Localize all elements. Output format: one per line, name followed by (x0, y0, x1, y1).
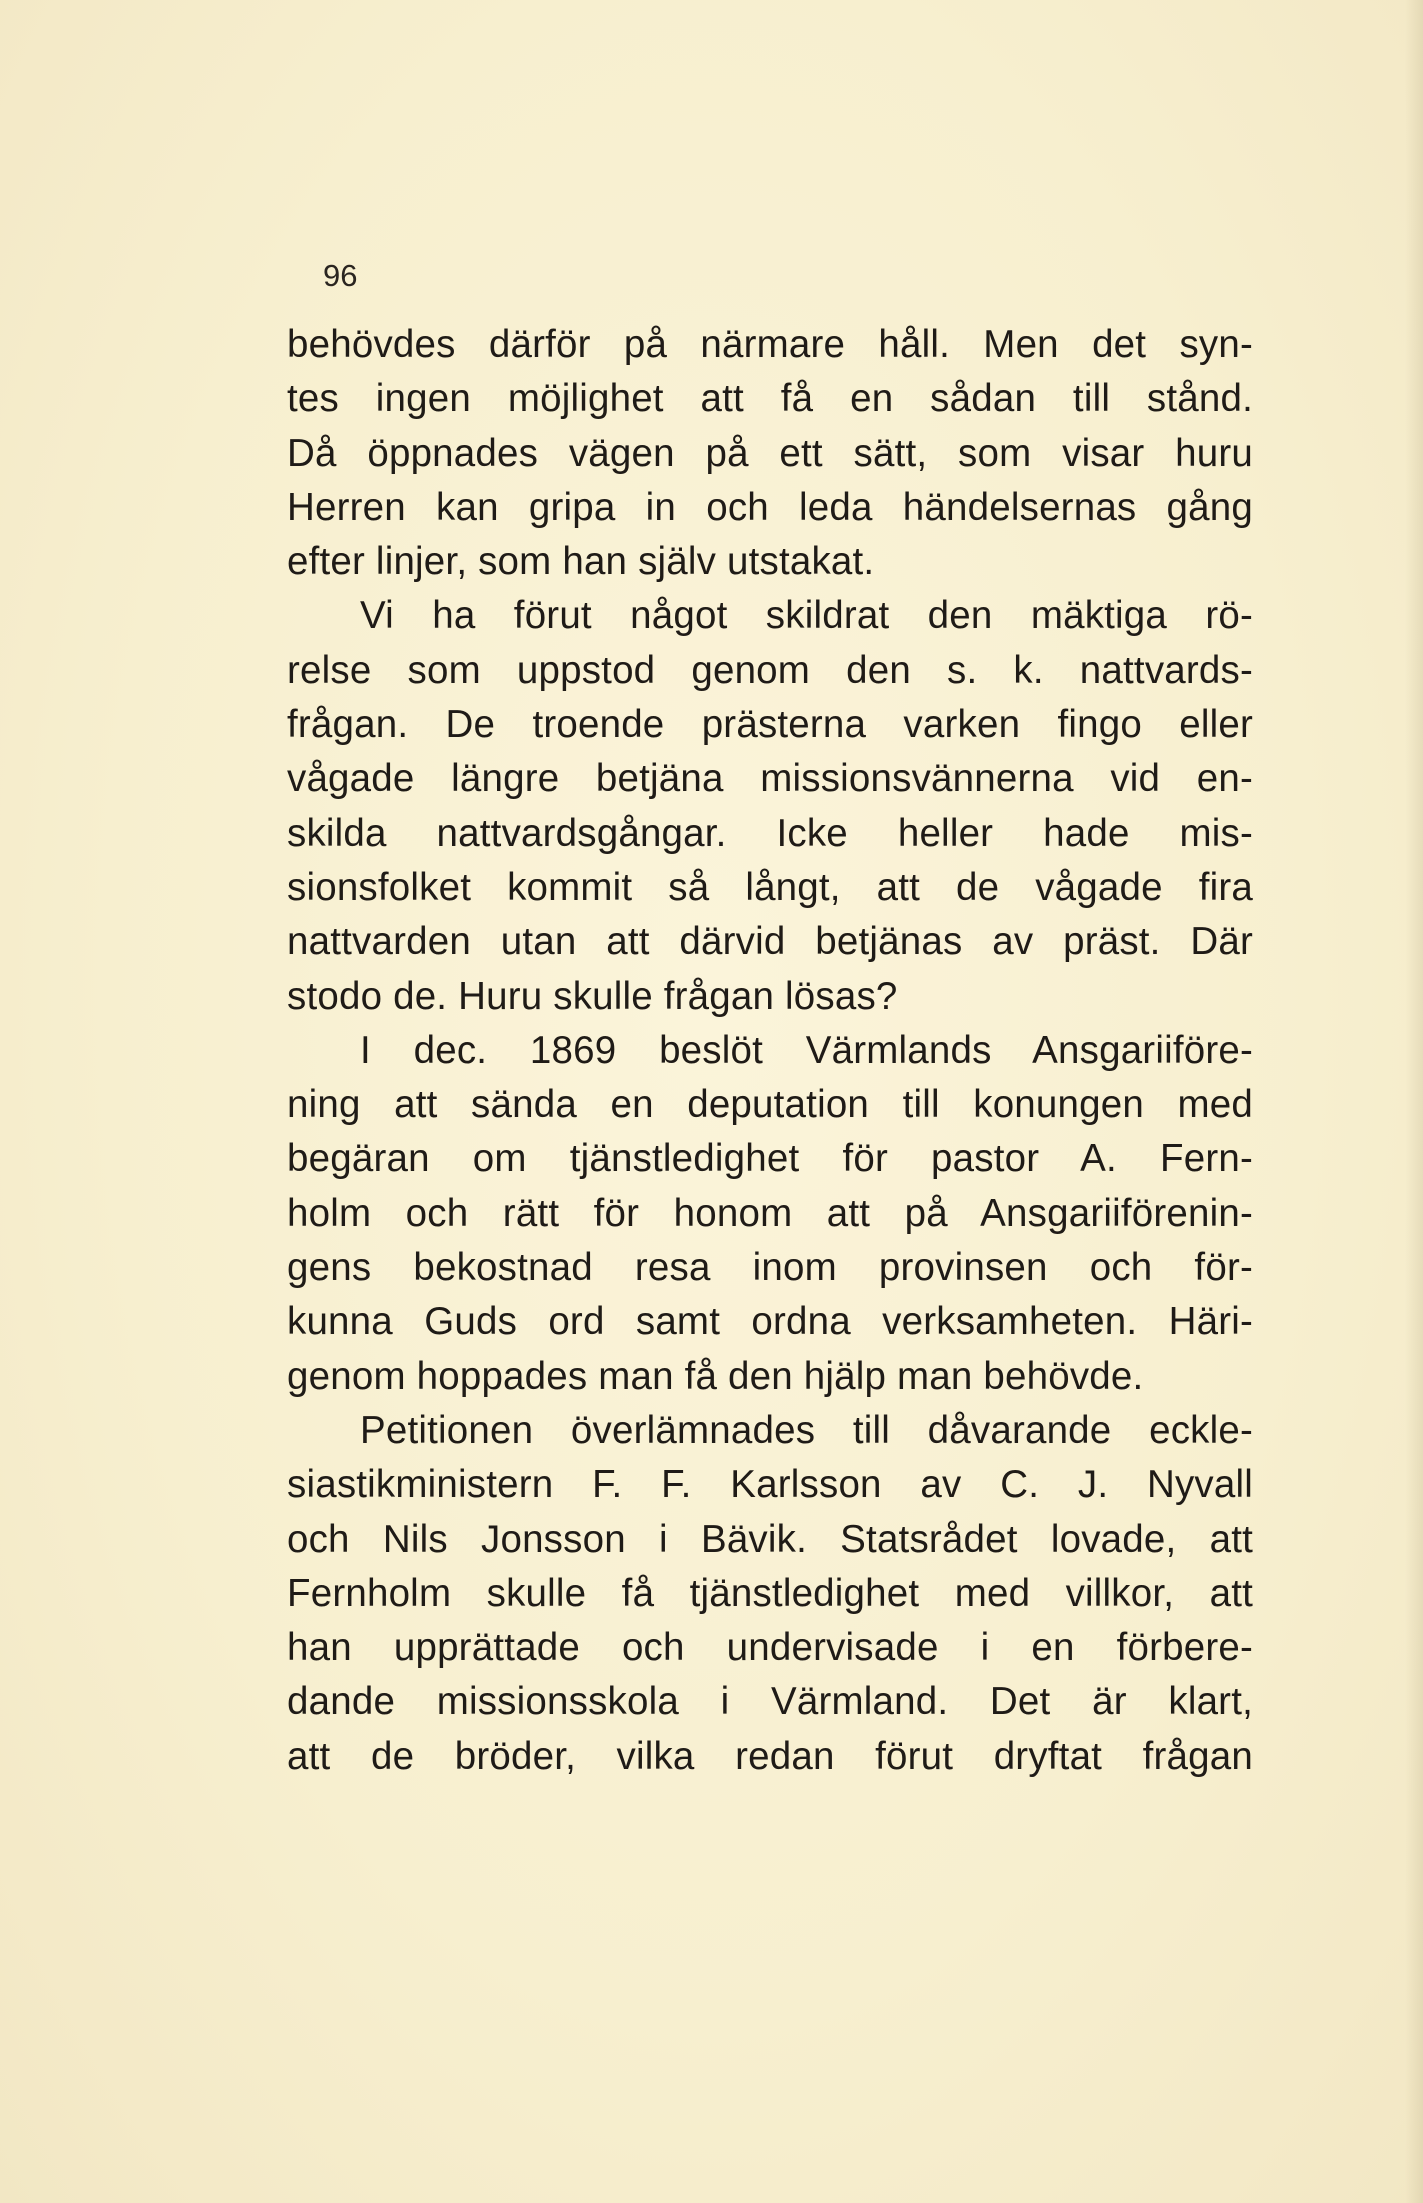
text-line: Petitionen överlämnades till dåvarande eckle- (360, 1408, 1253, 1452)
text-line: han upprättade och undervisade i en förbere- (287, 1626, 1253, 1670)
text-line: att de bröder, vilka redan förut dryftat frågan (287, 1734, 1253, 1778)
text-line: Vi ha förut något skildrat den mäktiga rö- (360, 594, 1253, 638)
text-line: behövdes därför på närmare håll. Men det syn- (287, 323, 1253, 366)
page-number: 96 (323, 258, 358, 293)
text-line: begäran om tjänstledighet för pastor A. Fern- (287, 1137, 1253, 1181)
text-line: I dec. 1869 beslöt Värmlands Ansgariiföre- (360, 1028, 1253, 1072)
text-line: vågade längre betjäna missionsvännerna vid en- (287, 757, 1253, 801)
text-line: och Nils Jonsson i Bävik. Statsrådet lovade, att (287, 1517, 1253, 1561)
text-line: stodo de. Huru skulle frågan lösas? (287, 974, 898, 1018)
text-line: gens bekostnad resa inom provinsen och för- (287, 1246, 1253, 1290)
text-line: siastikministern F. F. Karlsson av C. J. Nyvall (287, 1463, 1253, 1507)
text-line: Herren kan gripa in och leda händelsernas gång (287, 485, 1253, 529)
text-line: efter linjer, som han själv utstakat. (287, 540, 875, 584)
text-line: Fernholm skulle få tjänstledighet med villkor, att (287, 1571, 1253, 1615)
text-line: sionsfolket kommit så långt, att de vågade fira (287, 865, 1253, 909)
text-line: nattvarden utan att därvid betjänas av präst. Där (287, 920, 1253, 964)
text-line: ning att sända en deputation till konungen med (287, 1083, 1253, 1127)
text-line: Då öppnades vägen på ett sätt, som visar huru (287, 431, 1253, 475)
text-line: genom hoppades man få den hjälp man behövde. (287, 1354, 1144, 1398)
text-line: relse som uppstod genom den s. k. nattvards- (287, 648, 1253, 692)
text-line: dande missionsskola i Värmland. Det är klart, (287, 1680, 1253, 1724)
text-line: skilda nattvardsgångar. Icke heller hade mis- (287, 811, 1253, 855)
text-line: kunna Guds ord samt ordna verksamheten. Häri- (287, 1300, 1253, 1344)
text-line: tes ingen möjlighet att få en sådan till stånd. (287, 377, 1253, 421)
body-text (287, 318, 1253, 1784)
text-line: frågan. De troende prästerna varken fingo eller (287, 703, 1253, 747)
text-line: holm och rätt för honom att på Ansgariiförenin- (287, 1191, 1253, 1235)
